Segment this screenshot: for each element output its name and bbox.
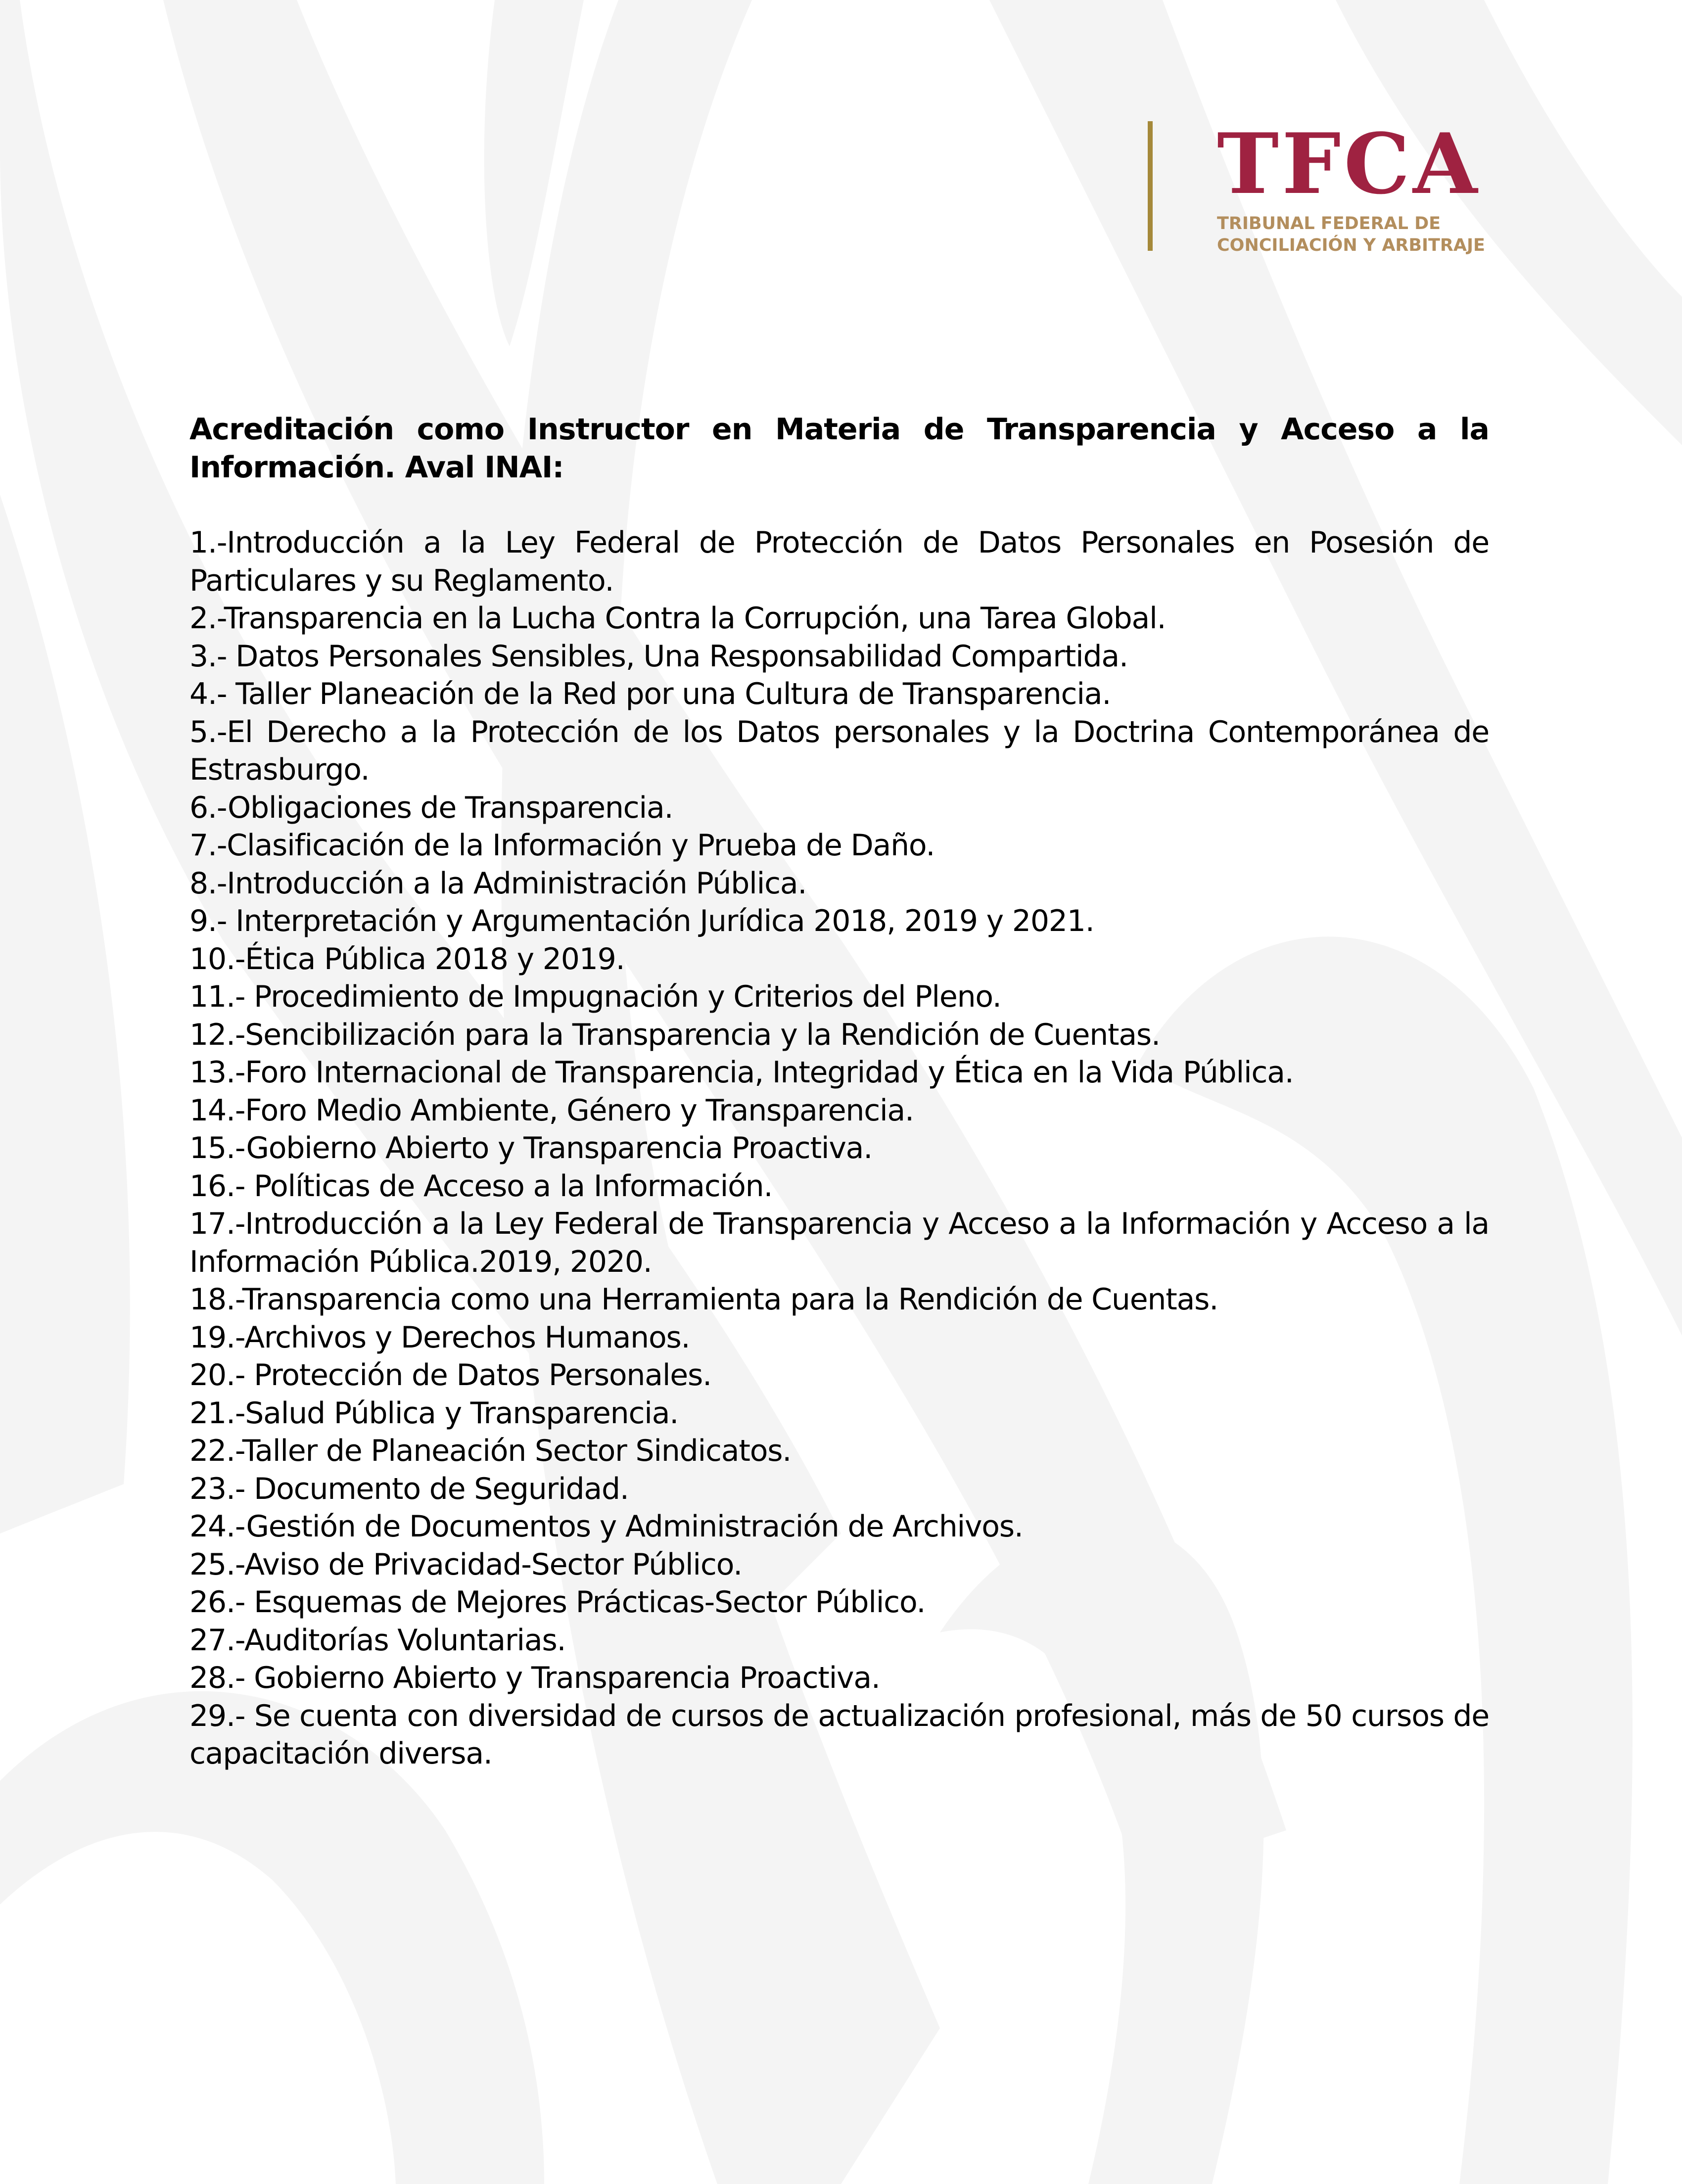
- logo-divider-bar: [1148, 121, 1153, 251]
- course-list: [189, 524, 1489, 1773]
- list-item: 7.-Clasificación de la Información y Prueba de Daño.: [189, 828, 935, 863]
- list-item: 24.-Gestión de Documentos y Administración de Archivos.: [189, 1509, 1023, 1544]
- list-item: 12.-Sencibilización para la Transparencia y la Rendición de Cuentas.: [189, 1017, 1160, 1052]
- list-item: 20.- Protección de Datos Personales.: [189, 1358, 711, 1393]
- list-item: 18.-Transparencia como una Herramienta para la Rendición de Cuentas.: [189, 1282, 1218, 1317]
- list-item: 16.- Políticas de Acceso a la Información.: [189, 1168, 773, 1204]
- list-item: 19.-Archivos y Derechos Humanos.: [189, 1320, 690, 1355]
- document-heading: Acreditación como Instructor en Materia de Transparencia y Acceso a la Información. Aval INAI:: [189, 412, 1489, 485]
- list-item: 25.-Aviso de Privacidad-Sector Público.: [189, 1547, 743, 1582]
- list-item: 14.-Foro Medio Ambiente, Género y Transparencia.: [189, 1093, 914, 1128]
- list-item: 23.- Documento de Seguridad.: [189, 1471, 629, 1506]
- logo-subtitle: [1217, 213, 1485, 256]
- list-item: 22.-Taller de Planeación Sector Sindicatos.: [189, 1434, 792, 1468]
- document-body: [189, 411, 1489, 1773]
- logo-acronym: TFCA: [1217, 115, 1481, 213]
- list-item: 10.-Ética Pública 2018 y 2019.: [189, 941, 625, 976]
- logo-subtitle-line2: CONCILIACIÓN Y ARBITRAJE: [1217, 235, 1485, 255]
- list-item: 13.-Foro Internacional de Transparencia, Integridad y Ética en la Vida Pública.: [189, 1055, 1294, 1090]
- list-item: 17.-Introducción a la Ley Federal de Transparencia y Acceso a la Información y Acceso a la Información Pública.2019, 2020.: [189, 1207, 1489, 1279]
- list-item: 1.-Introducción a la Ley Federal de Protección de Datos Personales en Posesión de Particulares y su Reglamento.: [189, 525, 1489, 598]
- list-item: 2.-Transparencia en la Lucha Contra la Corrupción, una Tarea Global.: [189, 601, 1166, 636]
- list-item: 29.- Se cuenta con diversidad de cursos de actualización profesional, más de 50 cursos de capacitación diversa.: [189, 1698, 1489, 1771]
- list-item: 3.- Datos Personales Sensibles, Una Responsabilidad Compartida.: [189, 639, 1128, 674]
- list-item: 6.-Obligaciones de Transparencia.: [189, 790, 673, 825]
- list-item: 4.- Taller Planeación de la Red por una Cultura de Transparencia.: [189, 677, 1111, 711]
- list-item: 26.- Esquemas de Mejores Prácticas-Sector Público.: [189, 1585, 926, 1620]
- list-item: 11.- Procedimiento de Impugnación y Criterios del Pleno.: [189, 979, 1001, 1014]
- list-item: 21.-Salud Pública y Transparencia.: [189, 1395, 679, 1431]
- list-item: 9.- Interpretación y Argumentación Jurídica 2018, 2019 y 2021.: [189, 904, 1094, 938]
- list-item: 27.-Auditorías Voluntarias.: [189, 1623, 566, 1658]
- list-item: 8.-Introducción a la Administración Pública.: [189, 866, 807, 901]
- list-item: 5.-El Derecho a la Protección de los Datos personales y la Doctrina Contemporánea de Estrasburgo.: [189, 714, 1489, 787]
- logo-subtitle-line1: TRIBUNAL FEDERAL DE: [1217, 214, 1441, 233]
- tfca-logo: [1148, 115, 1543, 255]
- list-item: 15.-Gobierno Abierto y Transparencia Proactiva.: [189, 1131, 873, 1165]
- list-item: 28.- Gobierno Abierto y Transparencia Proactiva.: [189, 1661, 880, 1695]
